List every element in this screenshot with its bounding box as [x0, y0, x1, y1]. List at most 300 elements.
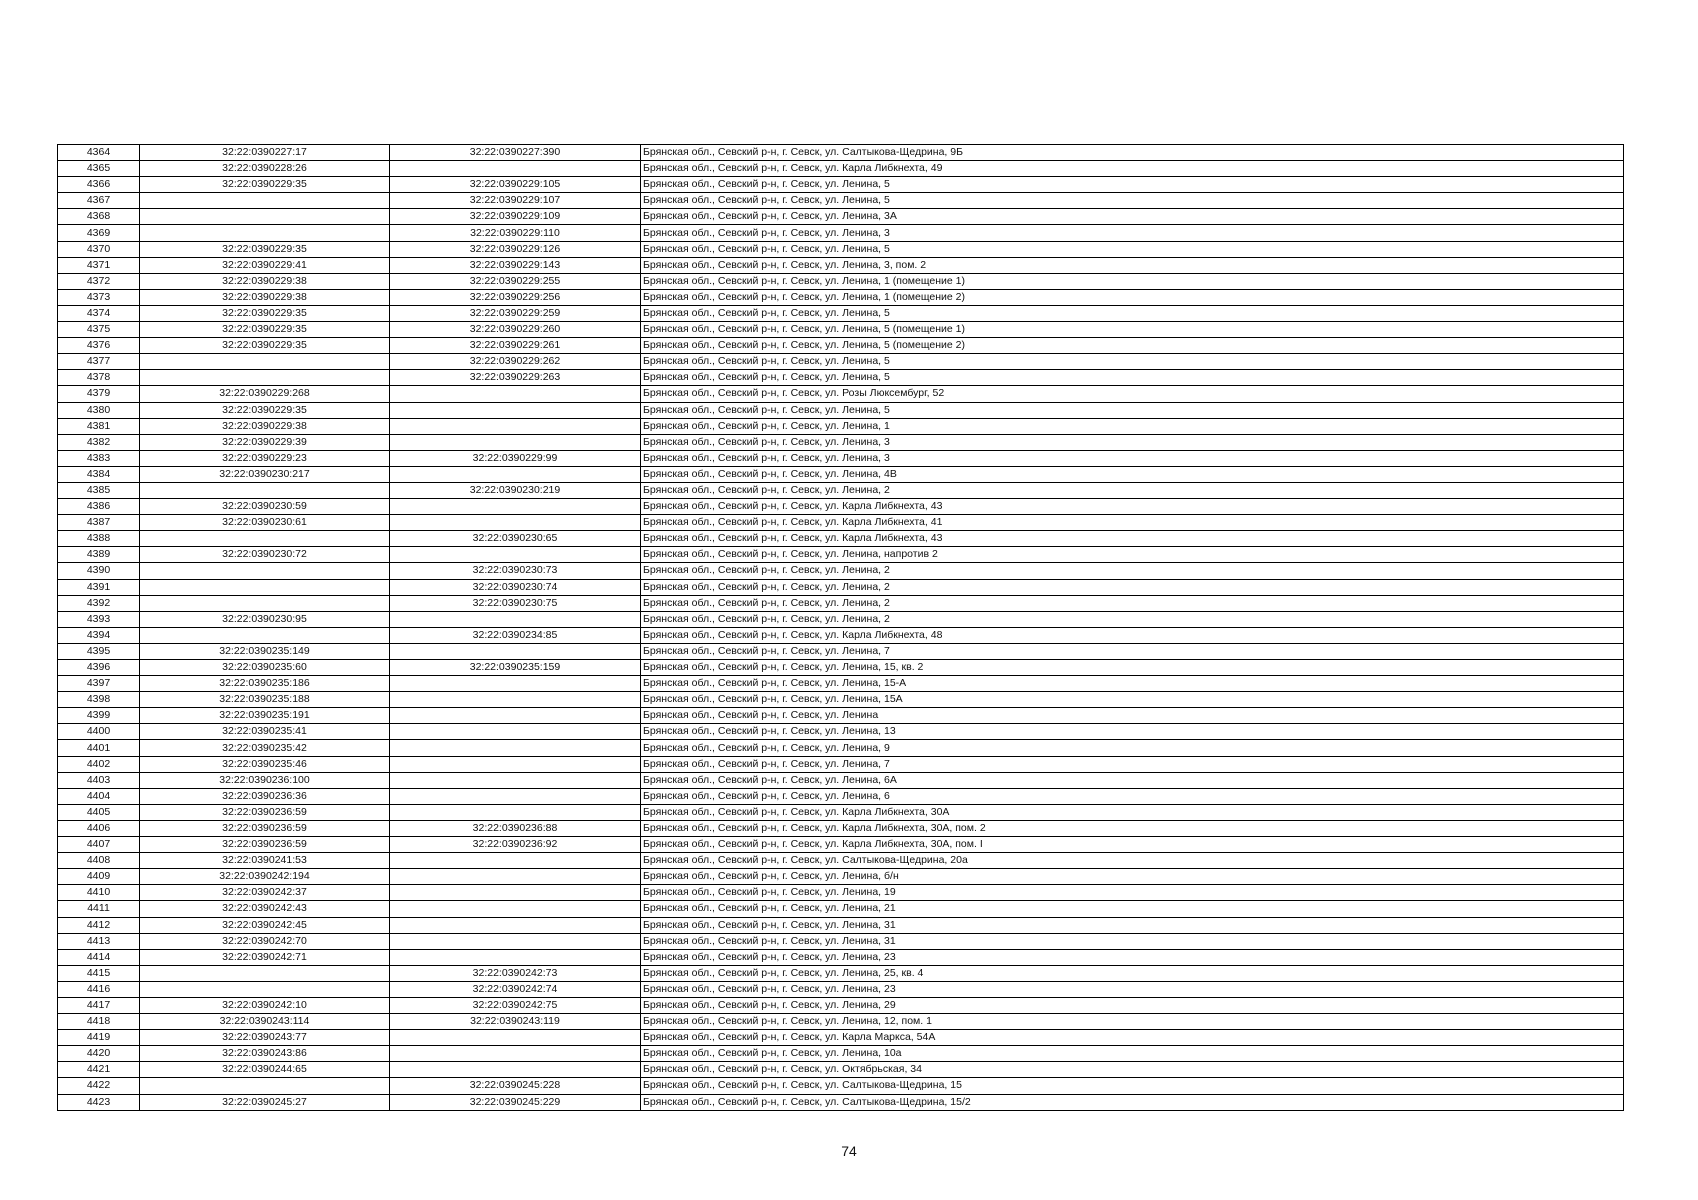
cadastral-number-cell: 32:22:0390229:126	[390, 241, 641, 257]
address-cell: Брянская обл., Севский р-н, г. Севск, ул. Розы Люксембург, 52	[641, 386, 1624, 402]
table-row	[58, 322, 1624, 338]
row-number-cell: 4383	[58, 450, 140, 466]
table-row	[58, 772, 1624, 788]
table-row	[58, 997, 1624, 1013]
address-cell: Брянская обл., Севский р-н, г. Севск, ул. Ленина, 15-А	[641, 676, 1624, 692]
cadastral-number-cell	[390, 708, 641, 724]
address-cell: Брянская обл., Севский р-н, г. Севск, ул. Ленина, 21	[641, 901, 1624, 917]
row-number-cell: 4367	[58, 193, 140, 209]
parent-cadastral-number-cell: 32:22:0390229:38	[140, 289, 390, 305]
parent-cadastral-number-cell	[140, 563, 390, 579]
row-number-cell: 4411	[58, 901, 140, 917]
row-number-cell: 4392	[58, 595, 140, 611]
cadastral-number-cell	[390, 1046, 641, 1062]
address-cell: Брянская обл., Севский р-н, г. Севск, ул. Салтыкова-Щедрина, 15	[641, 1078, 1624, 1094]
table-row	[58, 595, 1624, 611]
cadastral-number-cell: 32:22:0390229:143	[390, 257, 641, 273]
address-cell: Брянская обл., Севский р-н, г. Севск, ул. Салтыкова-Щедрина, 20а	[641, 853, 1624, 869]
address-cell: Брянская обл., Севский р-н, г. Севск, ул. Ленина, 1	[641, 418, 1624, 434]
parent-cadastral-number-cell	[140, 209, 390, 225]
address-cell: Брянская обл., Севский р-н, г. Севск, ул. Ленина, 31	[641, 917, 1624, 933]
row-number-cell: 4375	[58, 322, 140, 338]
table-row	[58, 370, 1624, 386]
address-cell: Брянская обл., Севский р-н, г. Севск, ул. Ленина, 2	[641, 595, 1624, 611]
table-row	[58, 981, 1624, 997]
parent-cadastral-number-cell	[140, 354, 390, 370]
row-number-cell: 4395	[58, 643, 140, 659]
cadastral-number-cell	[390, 515, 641, 531]
address-cell: Брянская обл., Севский р-н, г. Севск, ул. Октябрьская, 34	[641, 1062, 1624, 1078]
row-number-cell: 4396	[58, 660, 140, 676]
parent-cadastral-number-cell: 32:22:0390235:149	[140, 643, 390, 659]
page-number: 74	[841, 1143, 857, 1159]
parent-cadastral-number-cell: 32:22:0390230:217	[140, 466, 390, 482]
row-number-cell: 4394	[58, 627, 140, 643]
parent-cadastral-number-cell	[140, 193, 390, 209]
row-number-cell: 4385	[58, 482, 140, 498]
cadastral-number-cell	[390, 933, 641, 949]
row-number-cell: 4400	[58, 724, 140, 740]
parent-cadastral-number-cell: 32:22:0390229:41	[140, 257, 390, 273]
address-cell: Брянская обл., Севский р-н, г. Севск, ул. Ленина, 3	[641, 450, 1624, 466]
cadastral-number-cell: 32:22:0390236:88	[390, 820, 641, 836]
address-cell: Брянская обл., Севский р-н, г. Севск, ул. Ленина, 13	[641, 724, 1624, 740]
table-row	[58, 660, 1624, 676]
cadastral-number-cell: 32:22:0390229:263	[390, 370, 641, 386]
table-row	[58, 949, 1624, 965]
table-row	[58, 627, 1624, 643]
table-row	[58, 257, 1624, 273]
table-row	[58, 482, 1624, 498]
address-cell: Брянская обл., Севский р-н, г. Севск, ул. Карла Либкнехта, 49	[641, 161, 1624, 177]
address-cell: Брянская обл., Севский р-н, г. Севск, ул. Салтыкова-Щедрина, 15/2	[641, 1094, 1624, 1110]
cadastral-number-cell: 32:22:0390230:65	[390, 531, 641, 547]
address-cell: Брянская обл., Севский р-н, г. Севск, ул. Ленина, 2	[641, 579, 1624, 595]
parent-cadastral-number-cell: 32:22:0390235:46	[140, 756, 390, 772]
table-row	[58, 917, 1624, 933]
row-number-cell: 4413	[58, 933, 140, 949]
cadastral-number-cell	[390, 740, 641, 756]
cadastral-number-cell	[390, 547, 641, 563]
row-number-cell: 4382	[58, 434, 140, 450]
table-row	[58, 740, 1624, 756]
parent-cadastral-number-cell: 32:22:0390227:17	[140, 145, 390, 161]
row-number-cell: 4403	[58, 772, 140, 788]
table-row	[58, 466, 1624, 482]
parent-cadastral-number-cell: 32:22:0390242:10	[140, 997, 390, 1013]
address-cell: Брянская обл., Севский р-н, г. Севск, ул. Карла Либкнехта, 30А, пом. 2	[641, 820, 1624, 836]
address-cell: Брянская обл., Севский р-н, г. Севск, ул. Ленина, 6	[641, 788, 1624, 804]
row-number-cell: 4412	[58, 917, 140, 933]
address-cell: Брянская обл., Севский р-н, г. Севск, ул. Ленина, 3	[641, 434, 1624, 450]
table-row	[58, 305, 1624, 321]
address-cell: Брянская обл., Севский р-н, г. Севск, ул. Ленина, 25, кв. 4	[641, 965, 1624, 981]
cadastral-number-cell	[390, 676, 641, 692]
cadastral-number-cell: 32:22:0390245:229	[390, 1094, 641, 1110]
cadastral-number-cell: 32:22:0390229:259	[390, 305, 641, 321]
row-number-cell: 4398	[58, 692, 140, 708]
parent-cadastral-number-cell: 32:22:0390236:100	[140, 772, 390, 788]
cadastral-number-cell: 32:22:0390230:74	[390, 579, 641, 595]
cadastral-number-cell: 32:22:0390230:219	[390, 482, 641, 498]
table-row	[58, 1030, 1624, 1046]
address-cell: Брянская обл., Севский р-н, г. Севск, ул. Ленина, 3А	[641, 209, 1624, 225]
table-row	[58, 692, 1624, 708]
row-number-cell: 4414	[58, 949, 140, 965]
table-row	[58, 450, 1624, 466]
table-row	[58, 145, 1624, 161]
parent-cadastral-number-cell: 32:22:0390242:45	[140, 917, 390, 933]
parent-cadastral-number-cell: 32:22:0390229:39	[140, 434, 390, 450]
address-cell: Брянская обл., Севский р-н, г. Севск, ул. Ленина, 31	[641, 933, 1624, 949]
row-number-cell: 4374	[58, 305, 140, 321]
cadastral-number-cell	[390, 901, 641, 917]
row-number-cell: 4422	[58, 1078, 140, 1094]
parent-cadastral-number-cell	[140, 225, 390, 241]
parent-cadastral-number-cell: 32:22:0390230:59	[140, 499, 390, 515]
address-cell: Брянская обл., Севский р-н, г. Севск, ул. Карла Либкнехта, 30А, пом. I	[641, 837, 1624, 853]
table-row	[58, 531, 1624, 547]
table-row	[58, 434, 1624, 450]
table-row	[58, 1094, 1624, 1110]
row-number-cell: 4421	[58, 1062, 140, 1078]
cadastral-number-cell: 32:22:0390229:255	[390, 273, 641, 289]
address-cell: Брянская обл., Севский р-н, г. Севск, ул. Ленина, 1 (помещение 1)	[641, 273, 1624, 289]
row-number-cell: 4410	[58, 885, 140, 901]
cadastral-number-cell: 32:22:0390229:262	[390, 354, 641, 370]
table-row	[58, 724, 1624, 740]
cadastral-number-cell: 32:22:0390230:75	[390, 595, 641, 611]
address-cell: Брянская обл., Севский р-н, г. Севск, ул. Ленина, 5 (помещение 2)	[641, 338, 1624, 354]
cadastral-number-cell: 32:22:0390230:73	[390, 563, 641, 579]
address-cell: Брянская обл., Севский р-н, г. Севск, ул. Ленина, 7	[641, 643, 1624, 659]
table-row	[58, 193, 1624, 209]
row-number-cell: 4378	[58, 370, 140, 386]
row-number-cell: 4408	[58, 853, 140, 869]
address-cell: Брянская обл., Севский р-н, г. Севск, ул. Ленина, 6А	[641, 772, 1624, 788]
address-cell: Брянская обл., Севский р-н, г. Севск, ул. Салтыкова-Щедрина, 9Б	[641, 145, 1624, 161]
address-cell: Брянская обл., Севский р-н, г. Севск, ул. Ленина, 23	[641, 949, 1624, 965]
table-body	[58, 145, 1624, 1111]
address-cell: Брянская обл., Севский р-н, г. Севск, ул. Ленина, 2	[641, 563, 1624, 579]
cadastral-number-cell	[390, 1062, 641, 1078]
address-cell: Брянская обл., Севский р-н, г. Севск, ул. Ленина, 29	[641, 997, 1624, 1013]
row-number-cell: 4381	[58, 418, 140, 434]
row-number-cell: 4389	[58, 547, 140, 563]
row-number-cell: 4417	[58, 997, 140, 1013]
row-number-cell: 4368	[58, 209, 140, 225]
parent-cadastral-number-cell: 32:22:0390235:188	[140, 692, 390, 708]
address-cell: Брянская обл., Севский р-н, г. Севск, ул. Ленина, 2	[641, 482, 1624, 498]
table-row	[58, 225, 1624, 241]
address-cell: Брянская обл., Севский р-н, г. Севск, ул. Ленина, 15А	[641, 692, 1624, 708]
parent-cadastral-number-cell: 32:22:0390235:60	[140, 660, 390, 676]
table-row	[58, 563, 1624, 579]
address-cell: Брянская обл., Севский р-н, г. Севск, ул. Карла Либкнехта, 30А	[641, 804, 1624, 820]
cadastral-number-cell	[390, 788, 641, 804]
parent-cadastral-number-cell: 32:22:0390235:42	[140, 740, 390, 756]
row-number-cell: 4415	[58, 965, 140, 981]
parent-cadastral-number-cell	[140, 627, 390, 643]
row-number-cell: 4416	[58, 981, 140, 997]
cadastral-number-cell	[390, 772, 641, 788]
row-number-cell: 4376	[58, 338, 140, 354]
parent-cadastral-number-cell	[140, 579, 390, 595]
table-row	[58, 579, 1624, 595]
address-cell: Брянская обл., Севский р-н, г. Севск, ул. Ленина, 19	[641, 885, 1624, 901]
table-row	[58, 289, 1624, 305]
parent-cadastral-number-cell: 32:22:0390229:35	[140, 241, 390, 257]
table-row	[58, 1078, 1624, 1094]
parent-cadastral-number-cell: 32:22:0390236:59	[140, 837, 390, 853]
table-row	[58, 837, 1624, 853]
parent-cadastral-number-cell: 32:22:0390242:194	[140, 869, 390, 885]
cadastral-number-cell	[390, 1030, 641, 1046]
row-number-cell: 4370	[58, 241, 140, 257]
cadastral-number-cell	[390, 466, 641, 482]
cadastral-number-cell	[390, 804, 641, 820]
address-cell: Брянская обл., Севский р-н, г. Севск, ул. Ленина, 15, кв. 2	[641, 660, 1624, 676]
parent-cadastral-number-cell: 32:22:0390228:26	[140, 161, 390, 177]
parent-cadastral-number-cell: 32:22:0390229:35	[140, 305, 390, 321]
cadastral-number-cell	[390, 434, 641, 450]
row-number-cell: 4419	[58, 1030, 140, 1046]
cadastral-number-cell	[390, 853, 641, 869]
cadastral-number-cell	[390, 917, 641, 933]
address-cell: Брянская обл., Севский р-н, г. Севск, ул. Карла Либкнехта, 43	[641, 499, 1624, 515]
cadastral-number-cell	[390, 692, 641, 708]
row-number-cell: 4423	[58, 1094, 140, 1110]
cadastral-number-cell	[390, 756, 641, 772]
table-row	[58, 804, 1624, 820]
row-number-cell: 4401	[58, 740, 140, 756]
row-number-cell: 4380	[58, 402, 140, 418]
row-number-cell: 4404	[58, 788, 140, 804]
row-number-cell: 4407	[58, 837, 140, 853]
row-number-cell: 4391	[58, 579, 140, 595]
parent-cadastral-number-cell: 32:22:0390236:59	[140, 804, 390, 820]
cadastral-number-cell: 32:22:0390227:390	[390, 145, 641, 161]
address-cell: Брянская обл., Севский р-н, г. Севск, ул. Ленина, 5	[641, 402, 1624, 418]
address-cell: Брянская обл., Севский р-н, г. Севск, ул. Карла Либкнехта, 41	[641, 515, 1624, 531]
table-row	[58, 756, 1624, 772]
row-number-cell: 4409	[58, 869, 140, 885]
parent-cadastral-number-cell: 32:22:0390229:268	[140, 386, 390, 402]
parent-cadastral-number-cell: 32:22:0390230:95	[140, 611, 390, 627]
parent-cadastral-number-cell	[140, 981, 390, 997]
address-cell: Брянская обл., Севский р-н, г. Севск, ул. Ленина, 7	[641, 756, 1624, 772]
row-number-cell: 4384	[58, 466, 140, 482]
parent-cadastral-number-cell: 32:22:0390241:53	[140, 853, 390, 869]
table-row	[58, 933, 1624, 949]
parent-cadastral-number-cell: 32:22:0390242:37	[140, 885, 390, 901]
parent-cadastral-number-cell: 32:22:0390230:72	[140, 547, 390, 563]
row-number-cell: 4390	[58, 563, 140, 579]
parent-cadastral-number-cell: 32:22:0390235:191	[140, 708, 390, 724]
row-number-cell: 4371	[58, 257, 140, 273]
address-cell: Брянская обл., Севский р-н, г. Севск, ул. Карла Либкнехта, 48	[641, 627, 1624, 643]
parent-cadastral-number-cell: 32:22:0390229:35	[140, 402, 390, 418]
cadastral-number-cell: 32:22:0390229:256	[390, 289, 641, 305]
parent-cadastral-number-cell: 32:22:0390242:71	[140, 949, 390, 965]
parent-cadastral-number-cell: 32:22:0390243:86	[140, 1046, 390, 1062]
parent-cadastral-number-cell: 32:22:0390229:35	[140, 322, 390, 338]
cadastral-number-cell	[390, 161, 641, 177]
address-cell: Брянская обл., Севский р-н, г. Севск, ул. Ленина, 5	[641, 354, 1624, 370]
cadastral-number-cell	[390, 885, 641, 901]
table-row	[58, 1062, 1624, 1078]
cadastral-number-cell: 32:22:0390229:260	[390, 322, 641, 338]
address-cell: Брянская обл., Севский р-н, г. Севск, ул. Ленина, 5	[641, 177, 1624, 193]
table-row	[58, 901, 1624, 917]
parent-cadastral-number-cell: 32:22:0390229:35	[140, 177, 390, 193]
address-cell: Брянская обл., Севский р-н, г. Севск, ул. Карла Либкнехта, 43	[641, 531, 1624, 547]
table-row	[58, 209, 1624, 225]
row-number-cell: 4372	[58, 273, 140, 289]
table-row	[58, 161, 1624, 177]
address-cell: Брянская обл., Севский р-н, г. Севск, ул. Ленина, 10а	[641, 1046, 1624, 1062]
cadastral-number-cell: 32:22:0390234:85	[390, 627, 641, 643]
row-number-cell: 4393	[58, 611, 140, 627]
parent-cadastral-number-cell	[140, 965, 390, 981]
table-row	[58, 354, 1624, 370]
parent-cadastral-number-cell: 32:22:0390235:41	[140, 724, 390, 740]
table-row	[58, 338, 1624, 354]
address-cell: Брянская обл., Севский р-н, г. Севск, ул. Карла Маркса, 54А	[641, 1030, 1624, 1046]
address-cell: Брянская обл., Севский р-н, г. Севск, ул. Ленина	[641, 708, 1624, 724]
table-row	[58, 418, 1624, 434]
row-number-cell: 4377	[58, 354, 140, 370]
cadastral-table	[57, 144, 1624, 1111]
address-cell: Брянская обл., Севский р-н, г. Севск, ул. Ленина, 4В	[641, 466, 1624, 482]
table-row	[58, 885, 1624, 901]
row-number-cell: 4418	[58, 1014, 140, 1030]
table-row	[58, 402, 1624, 418]
address-cell: Брянская обл., Севский р-н, г. Севск, ул. Ленина, 5	[641, 193, 1624, 209]
row-number-cell: 4373	[58, 289, 140, 305]
table-row	[58, 386, 1624, 402]
parent-cadastral-number-cell	[140, 531, 390, 547]
parent-cadastral-number-cell: 32:22:0390235:186	[140, 676, 390, 692]
cadastral-number-cell: 32:22:0390229:261	[390, 338, 641, 354]
cadastral-number-cell: 32:22:0390242:74	[390, 981, 641, 997]
row-number-cell: 4366	[58, 177, 140, 193]
cadastral-number-cell: 32:22:0390229:109	[390, 209, 641, 225]
table-row	[58, 708, 1624, 724]
address-cell: Брянская обл., Севский р-н, г. Севск, ул. Ленина, 2	[641, 611, 1624, 627]
row-number-cell: 4387	[58, 515, 140, 531]
cadastral-number-cell	[390, 402, 641, 418]
address-cell: Брянская обл., Севский р-н, г. Севск, ул. Ленина, напротив 2	[641, 547, 1624, 563]
cadastral-number-cell: 32:22:0390229:110	[390, 225, 641, 241]
parent-cadastral-number-cell	[140, 1078, 390, 1094]
table-row	[58, 788, 1624, 804]
cadastral-number-cell: 32:22:0390242:73	[390, 965, 641, 981]
parent-cadastral-number-cell: 32:22:0390243:114	[140, 1014, 390, 1030]
table-row	[58, 643, 1624, 659]
row-number-cell: 4405	[58, 804, 140, 820]
address-cell: Брянская обл., Севский р-н, г. Севск, ул. Ленина, 3, пом. 2	[641, 257, 1624, 273]
parent-cadastral-number-cell: 32:22:0390236:36	[140, 788, 390, 804]
cadastral-number-cell: 32:22:0390235:159	[390, 660, 641, 676]
table-row	[58, 547, 1624, 563]
cadastral-number-cell	[390, 386, 641, 402]
parent-cadastral-number-cell: 32:22:0390236:59	[140, 820, 390, 836]
cadastral-number-cell	[390, 869, 641, 885]
row-number-cell: 4386	[58, 499, 140, 515]
table-row	[58, 241, 1624, 257]
cadastral-number-cell: 32:22:0390245:228	[390, 1078, 641, 1094]
parent-cadastral-number-cell	[140, 595, 390, 611]
parent-cadastral-number-cell	[140, 482, 390, 498]
cadastral-number-cell	[390, 724, 641, 740]
row-number-cell: 4406	[58, 820, 140, 836]
parent-cadastral-number-cell: 32:22:0390242:43	[140, 901, 390, 917]
address-cell: Брянская обл., Севский р-н, г. Севск, ул. Ленина, б/н	[641, 869, 1624, 885]
row-number-cell: 4365	[58, 161, 140, 177]
row-number-cell: 4369	[58, 225, 140, 241]
address-cell: Брянская обл., Севский р-н, г. Севск, ул. Ленина, 5 (помещение 1)	[641, 322, 1624, 338]
row-number-cell: 4379	[58, 386, 140, 402]
address-cell: Брянская обл., Севский р-н, г. Севск, ул. Ленина, 5	[641, 241, 1624, 257]
cadastral-number-cell: 32:22:0390229:107	[390, 193, 641, 209]
parent-cadastral-number-cell: 32:22:0390245:27	[140, 1094, 390, 1110]
address-cell: Брянская обл., Севский р-н, г. Севск, ул. Ленина, 9	[641, 740, 1624, 756]
address-cell: Брянская обл., Севский р-н, г. Севск, ул. Ленина, 12, пом. 1	[641, 1014, 1624, 1030]
parent-cadastral-number-cell: 32:22:0390229:38	[140, 273, 390, 289]
parent-cadastral-number-cell: 32:22:0390230:61	[140, 515, 390, 531]
row-number-cell: 4388	[58, 531, 140, 547]
table-row	[58, 853, 1624, 869]
table-row	[58, 515, 1624, 531]
table-row	[58, 273, 1624, 289]
address-cell: Брянская обл., Севский р-н, г. Севск, ул. Ленина, 23	[641, 981, 1624, 997]
cadastral-number-cell: 32:22:0390242:75	[390, 997, 641, 1013]
row-number-cell: 4364	[58, 145, 140, 161]
address-cell: Брянская обл., Севский р-н, г. Севск, ул. Ленина, 3	[641, 225, 1624, 241]
cadastral-number-cell	[390, 499, 641, 515]
cadastral-number-cell: 32:22:0390243:119	[390, 1014, 641, 1030]
address-cell: Брянская обл., Севский р-н, г. Севск, ул. Ленина, 1 (помещение 2)	[641, 289, 1624, 305]
table-row	[58, 869, 1624, 885]
parent-cadastral-number-cell: 32:22:0390243:77	[140, 1030, 390, 1046]
address-cell: Брянская обл., Севский р-н, г. Севск, ул. Ленина, 5	[641, 370, 1624, 386]
parent-cadastral-number-cell: 32:22:0390229:35	[140, 338, 390, 354]
row-number-cell: 4399	[58, 708, 140, 724]
row-number-cell: 4397	[58, 676, 140, 692]
table-row	[58, 1046, 1624, 1062]
row-number-cell: 4402	[58, 756, 140, 772]
table-row	[58, 177, 1624, 193]
address-cell: Брянская обл., Севский р-н, г. Севск, ул. Ленина, 5	[641, 305, 1624, 321]
cadastral-number-cell: 32:22:0390229:105	[390, 177, 641, 193]
table-row	[58, 611, 1624, 627]
table-row	[58, 676, 1624, 692]
parent-cadastral-number-cell: 32:22:0390242:70	[140, 933, 390, 949]
cadastral-number-cell	[390, 643, 641, 659]
parent-cadastral-number-cell	[140, 370, 390, 386]
table-row	[58, 499, 1624, 515]
table-row	[58, 1014, 1624, 1030]
cadastral-number-cell: 32:22:0390229:99	[390, 450, 641, 466]
parent-cadastral-number-cell: 32:22:0390229:23	[140, 450, 390, 466]
row-number-cell: 4420	[58, 1046, 140, 1062]
cadastral-number-cell	[390, 611, 641, 627]
table-row	[58, 965, 1624, 981]
cadastral-number-cell	[390, 418, 641, 434]
parent-cadastral-number-cell: 32:22:0390244:65	[140, 1062, 390, 1078]
cadastral-number-cell: 32:22:0390236:92	[390, 837, 641, 853]
